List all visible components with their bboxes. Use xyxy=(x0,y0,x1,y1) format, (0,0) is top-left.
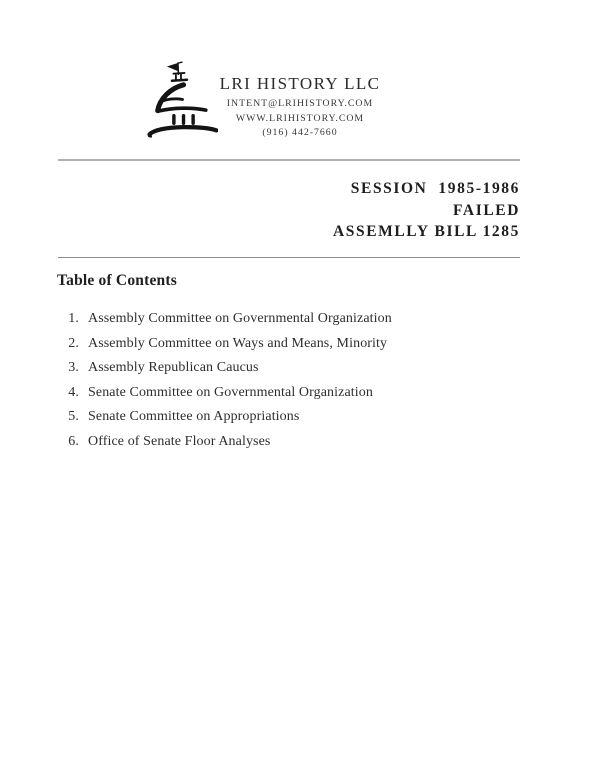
toc-item xyxy=(57,430,537,455)
divider-bottom xyxy=(58,257,520,258)
bill-number-line: ASSEMLLY BILL 1285 xyxy=(332,223,520,240)
toc-item-number: 4. xyxy=(68,384,79,400)
toc-item-label: Office of Senate Floor Analyses xyxy=(88,433,271,449)
toc-item xyxy=(57,381,537,406)
toc-item-label: Assembly Committee on Ways and Means, Minority xyxy=(88,335,388,351)
toc-item xyxy=(57,332,537,357)
toc-item-number: 3. xyxy=(68,360,79,375)
toc-item-label: Assembly Committee on Governmental Organization xyxy=(88,311,392,326)
toc-item-label: Assembly Republican Caucus xyxy=(88,360,259,375)
toc-item xyxy=(57,405,537,430)
toc-item xyxy=(57,307,537,332)
toc-item-label: Senate Committee on Appropriations xyxy=(88,409,300,424)
status-line: FAILED xyxy=(452,201,520,219)
toc-item-number: 2. xyxy=(68,335,79,351)
toc-list xyxy=(57,307,537,454)
letterhead-text xyxy=(0,71,600,141)
toc-item xyxy=(57,356,537,381)
phone-number: (916) 442-7660 xyxy=(262,127,338,139)
toc-item-number: 1. xyxy=(68,311,79,326)
website-url: WWW.LRIHISTORY.COM xyxy=(235,112,365,124)
company-name: LRI HISTORY LLC xyxy=(219,74,381,93)
table-of-contents xyxy=(57,271,537,454)
toc-item-label: Senate Committee on Governmental Organization xyxy=(88,384,373,400)
toc-item-number: 6. xyxy=(68,433,79,449)
session-line: SESSION 1985-1986 xyxy=(350,180,520,197)
bill-info-block xyxy=(0,178,520,243)
toc-item-number: 5. xyxy=(68,409,79,424)
email-address: INTENT@LRIHISTORY.COM xyxy=(226,98,374,109)
divider-top xyxy=(58,159,520,161)
toc-heading: Table of Contents xyxy=(57,272,177,289)
